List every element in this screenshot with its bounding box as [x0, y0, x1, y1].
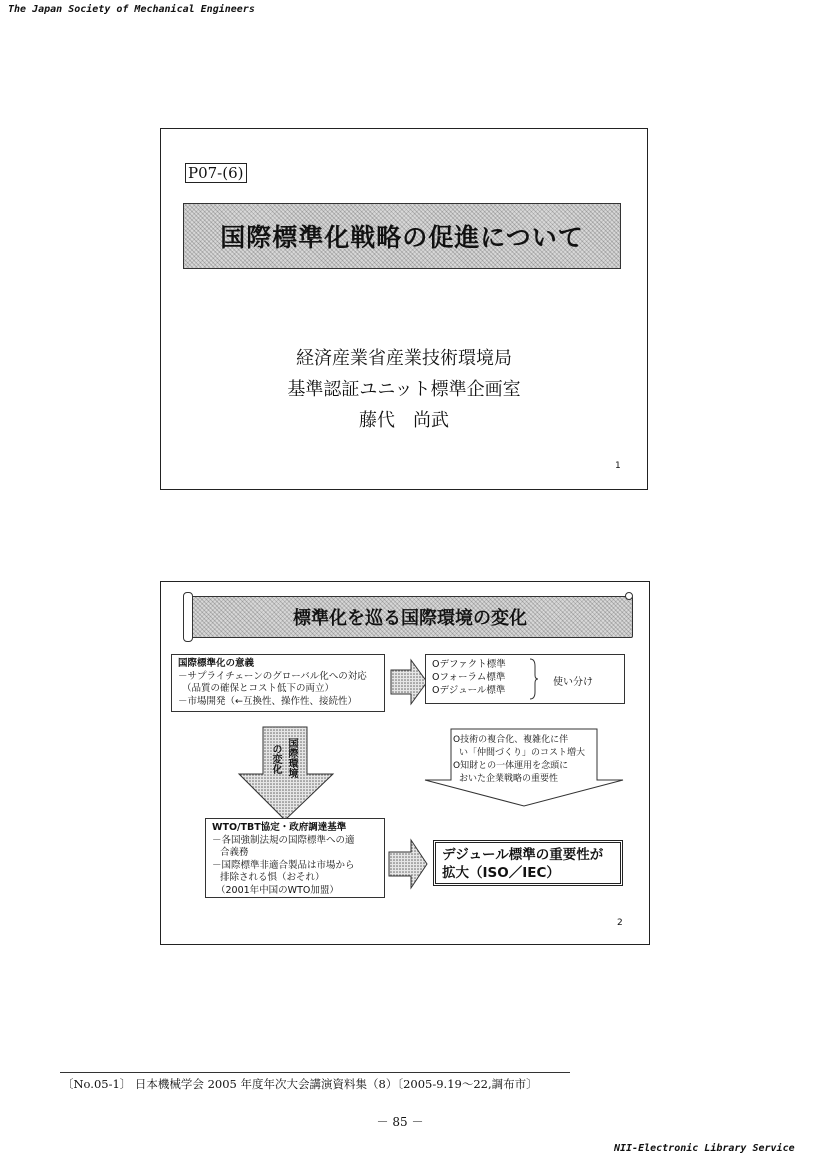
slide-2 — [160, 581, 650, 945]
wto-box — [205, 818, 385, 898]
wto-line-4: 排除される惧（おそれ） — [220, 872, 325, 883]
arrow-label-2: の変化 — [270, 744, 281, 774]
significance-line-1: －サプライチェーンのグローバル化への対応 — [178, 670, 367, 682]
brace-icon — [529, 658, 539, 700]
author-affiliation-2: 基準認証ユニット標準企画室 — [287, 379, 521, 400]
standards-box — [425, 654, 625, 704]
tech-box — [453, 734, 599, 786]
society-header: The Japan Society of Mechanical Engineers — [8, 4, 255, 15]
arrow-right-icon — [389, 658, 429, 706]
standard-de-jure: Oデジュール標準 — [432, 685, 506, 696]
footer-rule — [60, 1072, 570, 1073]
conclusion-line-1: デジュール標準の重要性が — [442, 847, 604, 863]
slide-1-title-banner — [183, 203, 621, 269]
significance-box — [171, 654, 385, 712]
significance-line-3: －市場開発（←互換性、操作性、接続性） — [178, 695, 357, 707]
tech-line-4: おいた企業戦略の重要性 — [459, 774, 559, 784]
slide-code: P07-(6) — [185, 163, 247, 183]
slide-2-title: 標準化を巡る国際環境の変化 — [293, 608, 527, 629]
service-footer: NII-Electronic Library Service — [614, 1143, 795, 1154]
scroll-right-curl — [625, 592, 633, 600]
slide-2-title-banner — [187, 596, 633, 638]
standards-note: 使い分け — [553, 677, 593, 688]
arrow-label-1: 国際環境 — [286, 738, 297, 778]
tech-line-3: O知財との一体運用を念頭に — [453, 761, 569, 771]
wto-heading: WTO/TBT協定・政府調達基準 — [212, 822, 347, 833]
citation: 〔No.05-1〕 日本機械学会 2005 年度年次大会講演資料集（8）〔2005-9.19～22,調布市〕 — [62, 1077, 538, 1091]
standard-forum: Oフォーラム標準 — [432, 672, 506, 683]
tech-line-1: O技術の複合化、複雑化に伴 — [453, 735, 569, 745]
conclusion-box — [433, 840, 623, 886]
tech-line-2: い「仲間づくり」のコスト増大 — [459, 748, 586, 758]
wto-line-1: －各国強制法規の国際標準への適 — [212, 834, 355, 846]
author-affiliation-1: 経済産業省産業技術環境局 — [296, 348, 512, 369]
slide-1-title: 国際標準化戦略の促進について — [220, 223, 584, 252]
wto-line-3: －国際標準非適合製品は市場から — [212, 859, 355, 871]
scroll-left-curl — [183, 592, 193, 642]
wto-line-5: （2001年中国のWTO加盟） — [216, 884, 339, 896]
significance-line-2: （品質の確保とコスト低下の両立） — [182, 683, 335, 694]
slide-2-page-number: 2 — [617, 918, 623, 928]
slide-1 — [160, 128, 648, 490]
standard-de-facto: Oデファクト標準 — [432, 659, 506, 670]
page-number: － 85 － — [376, 1115, 424, 1129]
conclusion-line-2: 拡大（ISO／IEC） — [442, 865, 560, 881]
wto-line-2: 合義務 — [220, 847, 249, 858]
slide-1-page-number: 1 — [615, 461, 621, 471]
arrow-right-icon — [387, 838, 429, 890]
author-block — [161, 343, 647, 436]
significance-heading: 国際標準化の意義 — [178, 658, 255, 669]
author-name: 藤代 尚武 — [359, 410, 449, 431]
